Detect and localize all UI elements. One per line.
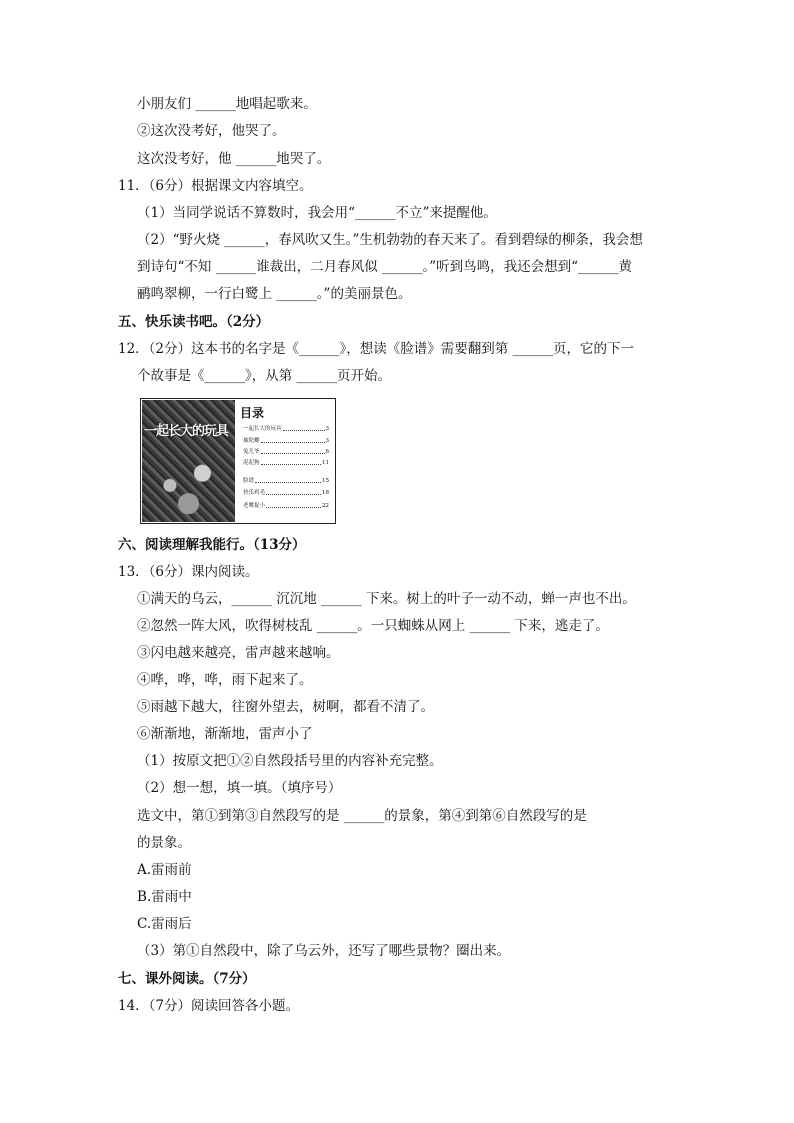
table-of-contents — [237, 402, 333, 520]
toc-entry: 快乐鸡毛 18 — [243, 490, 329, 496]
section-6-heading: 六、阅读理解我能行。（13分） — [118, 537, 306, 553]
text-line: （1）按原文把①②自然段括号里的内容补充完整。 — [137, 753, 443, 769]
toc-entry: 抽陀螺 3 — [243, 438, 329, 444]
text-line: 这次没考好，他 ______地哭了。 — [137, 151, 331, 167]
question-13-heading: 13．（6分）课内阅读。 — [118, 564, 259, 580]
text-line: 到诗句“不知 ______谁裁出，二月春风似 ______。”听到鸟鸣，我还会想到“______黄 — [137, 259, 633, 275]
text-line: ④哗，哗，哗，雨下起来了。 — [137, 672, 313, 688]
text-line: ①满天的乌云，______ 沉沉地 ______ 下来。树上的叶子一动不动，蝉一声也不出。 — [137, 591, 636, 607]
text-line: （3）第①自然段中，除了乌云外，还写了哪些景物？圈出来。 — [137, 943, 511, 959]
toc-entry: 泥泥狗 11 — [243, 460, 329, 466]
text-line: （2）想一想，填一填。（填序号） — [137, 780, 342, 796]
text-line: 小朋友们 ______地唱起歌来。 — [137, 96, 317, 112]
section-7-heading: 七、课外阅读。（7分） — [118, 971, 256, 987]
toc-entry: 一起长大的玩具 3 — [243, 426, 329, 432]
text-line: ②这次没考好，他哭了。 — [137, 123, 286, 139]
book-image — [140, 398, 336, 524]
toc-entry: 兔儿爷 6 — [243, 449, 329, 455]
text-line: 选文中，第①到第③自然段写的是 ______的景象，第④到第⑥自然段写的是 — [137, 808, 587, 824]
text-line: 鹂鸣翠柳，一行白鹭上 ______。”的美丽景色。 — [137, 286, 412, 302]
question-12-heading: 12．（2分）这本书的名字是《______》，想读《脸谱》需要翻到第 ______页，它的下一 — [118, 341, 635, 357]
text-line: ⑥渐渐地，渐渐地，雷声小了 — [137, 726, 313, 742]
toc-heading: 目录 — [240, 406, 265, 420]
option-c: C.雷雨后 — [137, 916, 192, 932]
question-11-heading: 11．（6分）根据课文内容填空。 — [118, 178, 313, 194]
option-a: A.雷雨前 — [137, 862, 192, 878]
text-line: ②忽然一阵大风，吹得树枝乱 ______。一只蜘蛛从网上 ______ 下来，逃走了。 — [137, 618, 609, 634]
section-5-heading: 五、快乐读书吧。（2分） — [118, 314, 270, 330]
text-line: （2）“野火烧 ______，春风吹又生。”生机勃勃的春天来了。看到碧绿的柳条，我会想 — [137, 232, 643, 248]
question-14-heading: 14．（7分）阅读回答各小题。 — [118, 998, 300, 1014]
text-line: ⑤雨越下越大，往窗外望去，树啊，都看不清了。 — [137, 699, 434, 715]
cover-title: 一起长大的玩具 — [144, 424, 229, 439]
toc-entry: 老鹰捉小 22 — [243, 503, 329, 509]
text-line: 个故事是《______》，从第 ______页开始。 — [137, 368, 392, 384]
book-cover — [142, 400, 235, 522]
text-line: ③闪电越来越亮，雷声越来越响。 — [137, 645, 340, 661]
text-line: 的景象。 — [137, 835, 191, 851]
toc-entry: 脸谱 15 — [243, 478, 329, 484]
text-line: （1）当同学说话不算数时，我会用“______不立”来提醒他。 — [137, 205, 497, 221]
option-b: B.雷雨中 — [137, 889, 192, 905]
